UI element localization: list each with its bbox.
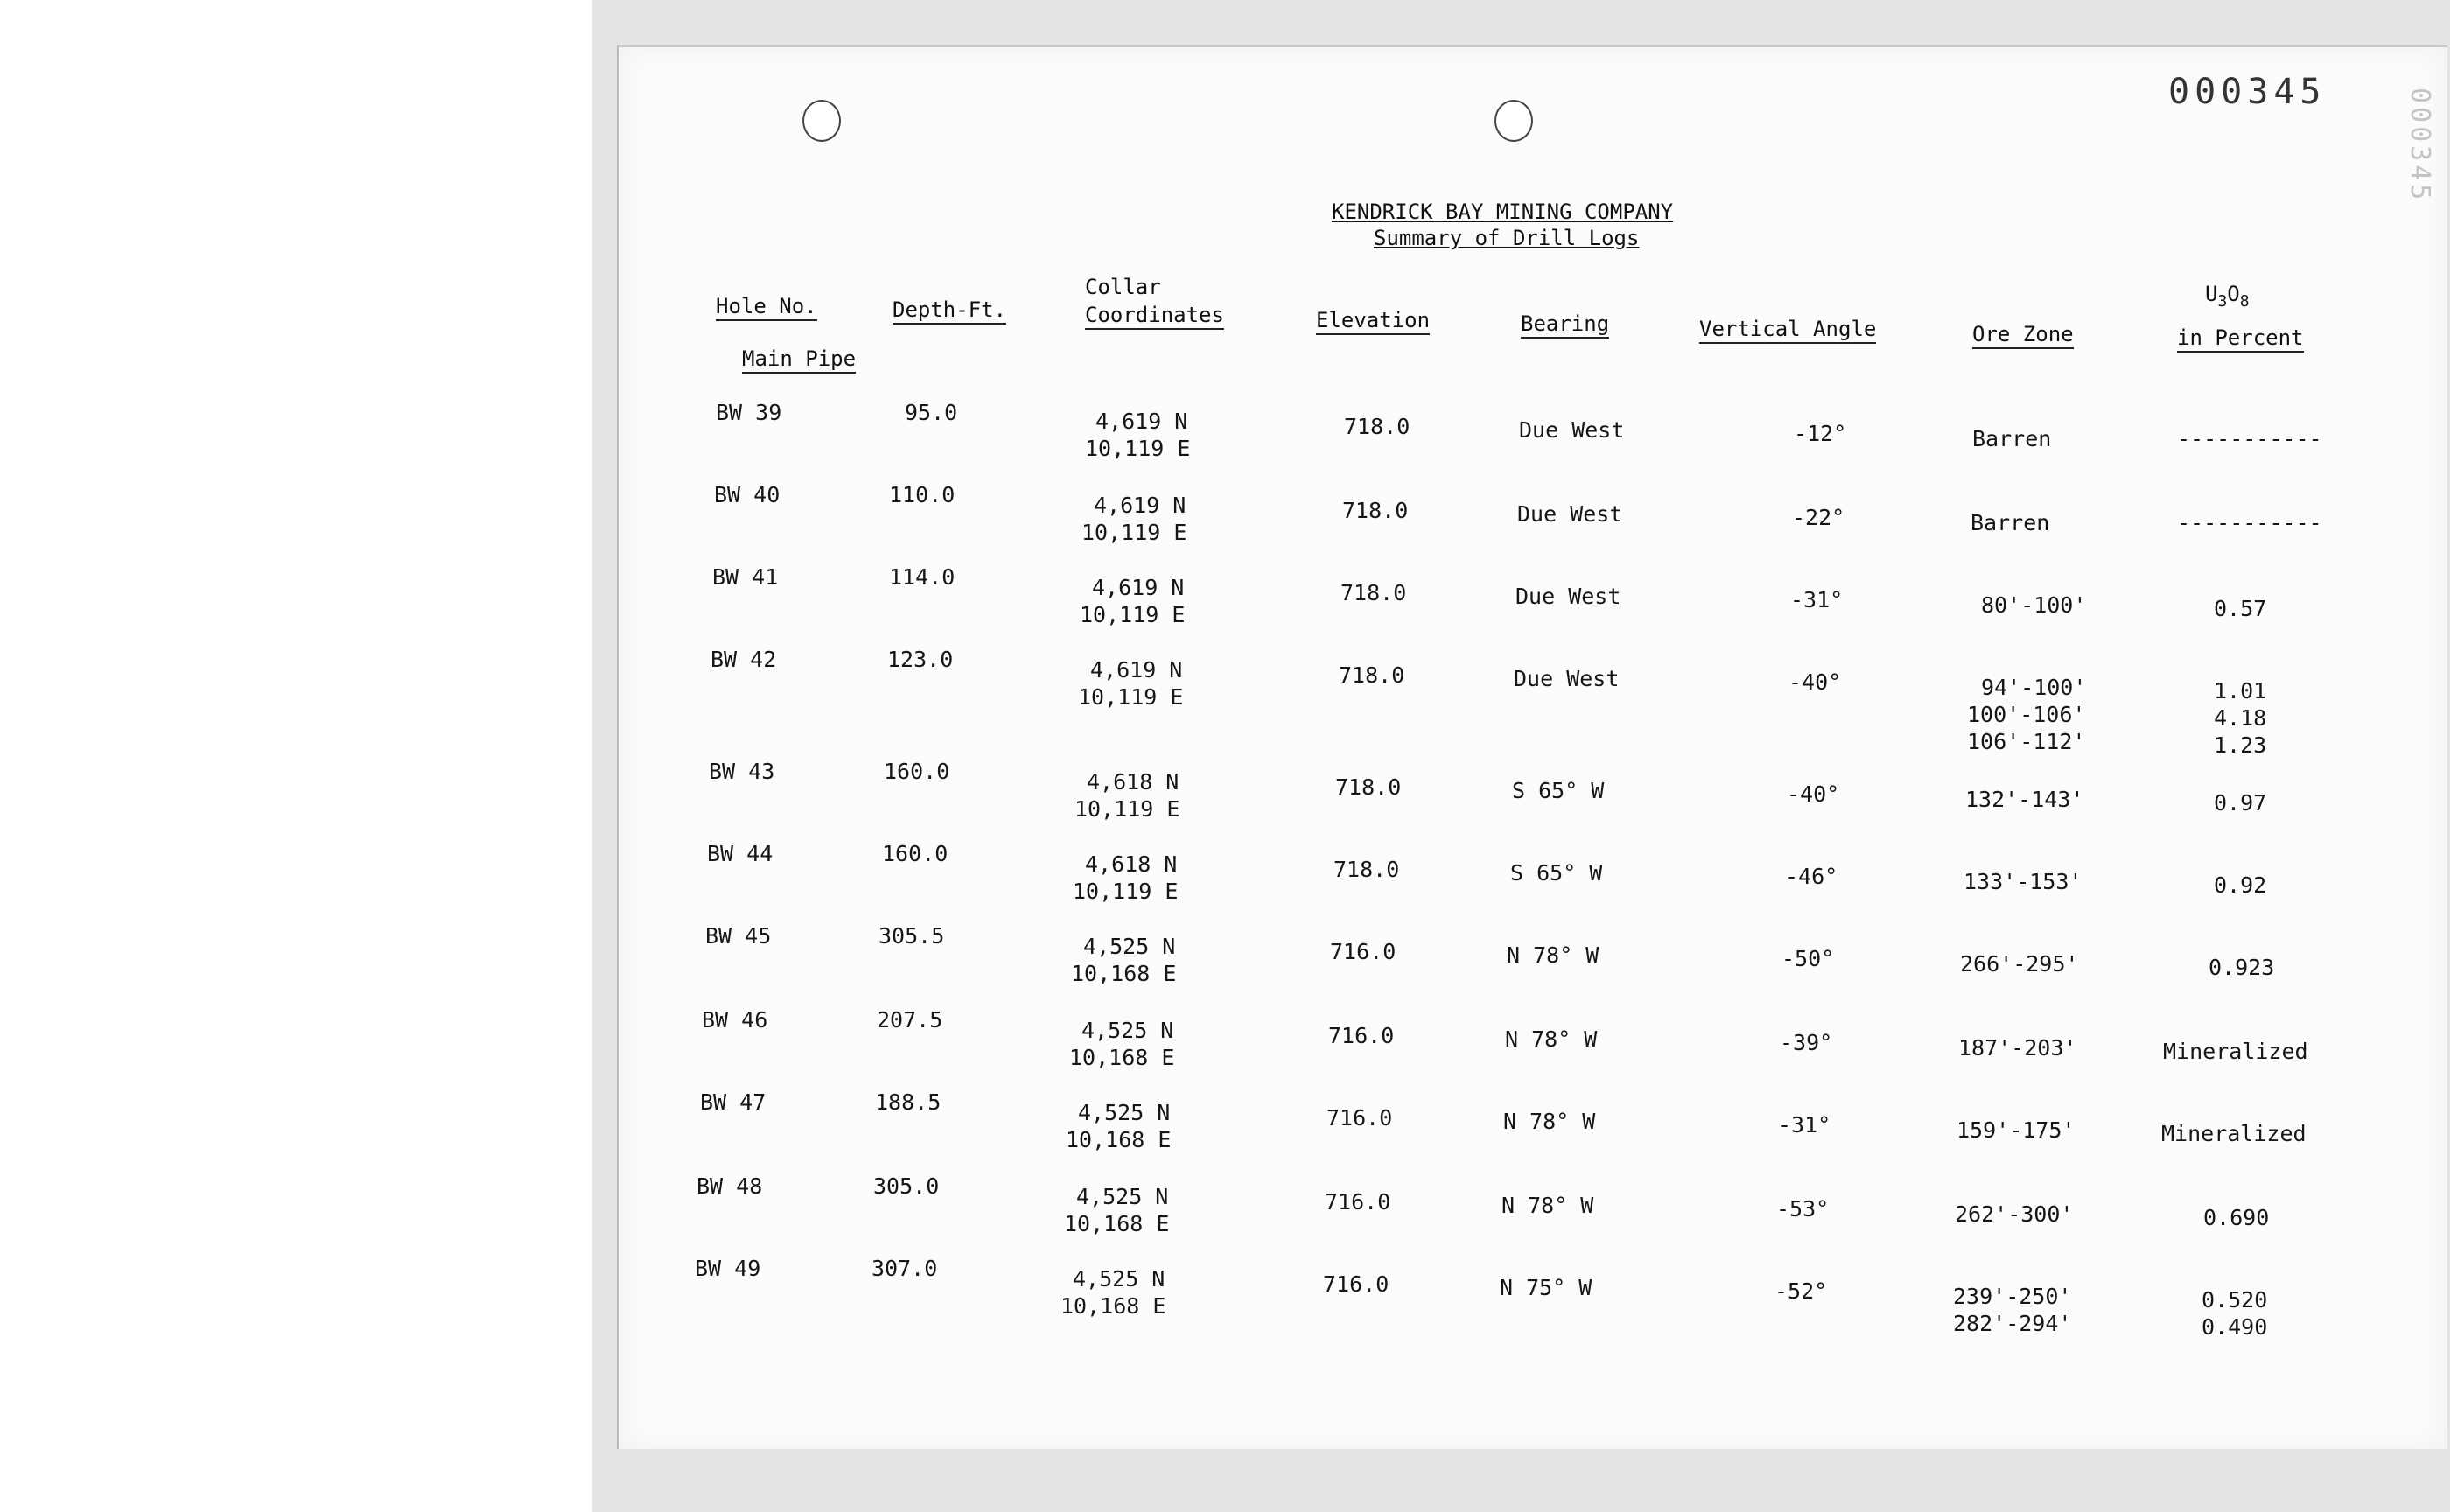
cell-hole: BW 49 bbox=[695, 1256, 761, 1281]
cell-hole: BW 44 bbox=[707, 841, 774, 866]
cell-angle: -40° bbox=[1787, 781, 1840, 807]
cell-elevation: 718.0 bbox=[1339, 662, 1405, 688]
cell-ore-zone: Barren bbox=[1972, 426, 2052, 452]
cell-collar: 4,618 N 10,119 E bbox=[1073, 851, 1179, 904]
cell-percent: Mineralized bbox=[2161, 1121, 2306, 1146]
cell-depth: 114.0 bbox=[889, 564, 956, 590]
cell-bearing: Due West bbox=[1519, 417, 1625, 443]
cell-percent: 1.01 4.18 1.23 bbox=[2214, 678, 2267, 758]
cell-angle: -46° bbox=[1785, 864, 1838, 889]
cell-hole: BW 47 bbox=[700, 1089, 766, 1115]
cell-ore-zone: Barren bbox=[1970, 510, 2050, 536]
cell-percent: 0.97 bbox=[2214, 790, 2267, 816]
cell-ore-zone: 262'-300' bbox=[1955, 1201, 2074, 1227]
cell-hole: BW 45 bbox=[705, 923, 772, 948]
cell-hole: BW 48 bbox=[696, 1173, 763, 1199]
table-row bbox=[0, 922, 2450, 1001]
cell-ore-zone: 187'-203' bbox=[1958, 1035, 2077, 1060]
punch-hole-center bbox=[1494, 100, 1533, 142]
cell-collar: 4,525 N 10,168 E bbox=[1071, 934, 1177, 986]
cell-bearing: Due West bbox=[1514, 666, 1620, 691]
table-row bbox=[0, 840, 2450, 919]
header-hole-no: Hole No. bbox=[716, 294, 817, 318]
table-row bbox=[0, 1172, 2450, 1251]
cell-depth: 95.0 bbox=[905, 400, 958, 425]
cell-ore-zone: 132'-143' bbox=[1965, 787, 2084, 812]
cell-bearing: S 65° W bbox=[1510, 860, 1603, 886]
cell-collar: 4,619 N 10,119 E bbox=[1082, 493, 1187, 545]
cell-depth: 160.0 bbox=[882, 841, 948, 866]
table-row bbox=[0, 481, 2450, 560]
cell-ore-zone: 266'-295' bbox=[1960, 951, 2079, 976]
side-document-number: 000345 bbox=[2404, 88, 2435, 204]
cell-hole: BW 41 bbox=[712, 564, 779, 590]
cell-depth: 160.0 bbox=[884, 759, 950, 784]
table-row bbox=[0, 1255, 2450, 1340]
table-row bbox=[0, 1088, 2450, 1167]
header-ore-zone: Ore Zone bbox=[1972, 322, 2074, 346]
cell-collar: 4,525 N 10,168 E bbox=[1064, 1184, 1170, 1236]
cell-bearing: N 78° W bbox=[1502, 1193, 1594, 1218]
header-bearing: Bearing bbox=[1521, 312, 1609, 336]
cell-elevation: 716.0 bbox=[1328, 1023, 1395, 1048]
punch-hole-left bbox=[802, 100, 841, 142]
cell-collar: 4,619 N 10,119 E bbox=[1085, 409, 1191, 461]
cell-angle: -40° bbox=[1788, 669, 1842, 695]
cell-ore-zone: 133'-153' bbox=[1964, 869, 2082, 894]
cell-angle: -53° bbox=[1776, 1196, 1830, 1222]
cell-angle: -31° bbox=[1790, 587, 1844, 612]
cell-depth: 188.5 bbox=[875, 1089, 942, 1115]
cell-elevation: 716.0 bbox=[1330, 939, 1396, 964]
table-row bbox=[0, 646, 2450, 758]
cell-ore-zone: 94'-100' 100'-106' 106'-112' bbox=[1967, 675, 2087, 754]
cell-collar: 4,525 N 10,168 E bbox=[1060, 1266, 1166, 1319]
cell-depth: 207.5 bbox=[877, 1007, 943, 1032]
cell-percent: 0.923 bbox=[2208, 955, 2275, 980]
header-depth: Depth-Ft. bbox=[892, 298, 1006, 322]
cell-elevation: 718.0 bbox=[1335, 774, 1402, 800]
cell-bearing: Due West bbox=[1516, 584, 1621, 609]
cell-percent: 0.690 bbox=[2203, 1205, 2270, 1230]
cell-elevation: 718.0 bbox=[1334, 857, 1400, 882]
company-title: KENDRICK BAY MINING COMPANY bbox=[1332, 200, 1674, 224]
cell-hole: BW 40 bbox=[714, 482, 780, 508]
cell-percent: ----------- bbox=[2177, 426, 2322, 452]
cell-hole: BW 46 bbox=[702, 1007, 768, 1032]
header-collar: Collar bbox=[1085, 275, 1161, 299]
header-vertical-angle: Vertical Angle bbox=[1699, 317, 1876, 341]
cell-collar: 4,525 N 10,168 E bbox=[1066, 1100, 1172, 1152]
cell-ore-zone: 159'-175' bbox=[1956, 1117, 2076, 1143]
cell-angle: -39° bbox=[1780, 1030, 1833, 1055]
cell-elevation: 716.0 bbox=[1326, 1105, 1393, 1130]
table-row bbox=[0, 399, 2450, 478]
cell-bearing: N 78° W bbox=[1507, 942, 1600, 968]
cell-bearing: N 78° W bbox=[1505, 1026, 1598, 1052]
cell-percent: Mineralized bbox=[2163, 1039, 2308, 1064]
cell-collar: 4,525 N 10,168 E bbox=[1069, 1018, 1175, 1070]
cell-ore-zone: 239'-250' 282'-294' bbox=[1953, 1284, 2072, 1336]
cell-elevation: 718.0 bbox=[1340, 580, 1407, 606]
cell-percent: 0.57 bbox=[2214, 596, 2267, 621]
table-row bbox=[0, 564, 2450, 642]
cell-hole: BW 43 bbox=[709, 759, 775, 784]
cell-angle: -31° bbox=[1778, 1112, 1831, 1138]
cell-angle: -52° bbox=[1774, 1278, 1828, 1304]
cell-bearing: N 75° W bbox=[1500, 1275, 1592, 1300]
cell-collar: 4,619 N 10,119 E bbox=[1080, 575, 1186, 627]
cell-percent: 0.92 bbox=[2214, 872, 2267, 898]
cell-collar: 4,619 N 10,119 E bbox=[1078, 657, 1184, 710]
cell-angle: -22° bbox=[1792, 505, 1845, 530]
header-coordinates: Coordinates bbox=[1085, 303, 1224, 327]
cell-bearing: N 78° W bbox=[1503, 1109, 1596, 1134]
header-in-percent: in Percent bbox=[2177, 326, 2304, 350]
cell-depth: 123.0 bbox=[887, 647, 954, 672]
document-number: 000345 bbox=[2168, 72, 2327, 112]
header-elevation: Elevation bbox=[1316, 308, 1430, 332]
cell-depth: 305.5 bbox=[878, 923, 945, 948]
cell-bearing: Due West bbox=[1517, 501, 1623, 527]
cell-percent: ----------- bbox=[2177, 510, 2322, 536]
cell-hole: BW 42 bbox=[710, 647, 777, 672]
cell-collar: 4,618 N 10,119 E bbox=[1074, 769, 1180, 822]
page-subtitle: Summary of Drill Logs bbox=[1374, 226, 1640, 250]
cell-elevation: 716.0 bbox=[1323, 1271, 1390, 1297]
cell-percent: 0.520 0.490 bbox=[2202, 1287, 2268, 1340]
cell-depth: 305.0 bbox=[873, 1173, 940, 1199]
cell-hole: BW 39 bbox=[716, 400, 782, 425]
table-row bbox=[0, 758, 2450, 836]
cell-depth: 110.0 bbox=[889, 482, 956, 508]
cell-bearing: S 65° W bbox=[1512, 778, 1605, 803]
section-label: Main Pipe bbox=[742, 346, 856, 371]
cell-angle: -12° bbox=[1794, 421, 1847, 446]
cell-elevation: 718.0 bbox=[1342, 498, 1409, 523]
header-u3o8: $U_3O_8$ bbox=[2205, 282, 2250, 311]
cell-depth: 307.0 bbox=[872, 1256, 938, 1281]
table-row bbox=[0, 1006, 2450, 1085]
cell-ore-zone: 80'-100' bbox=[1981, 592, 2087, 618]
cell-elevation: 718.0 bbox=[1344, 414, 1410, 439]
cell-elevation: 716.0 bbox=[1325, 1189, 1391, 1214]
cell-angle: -50° bbox=[1782, 946, 1835, 971]
